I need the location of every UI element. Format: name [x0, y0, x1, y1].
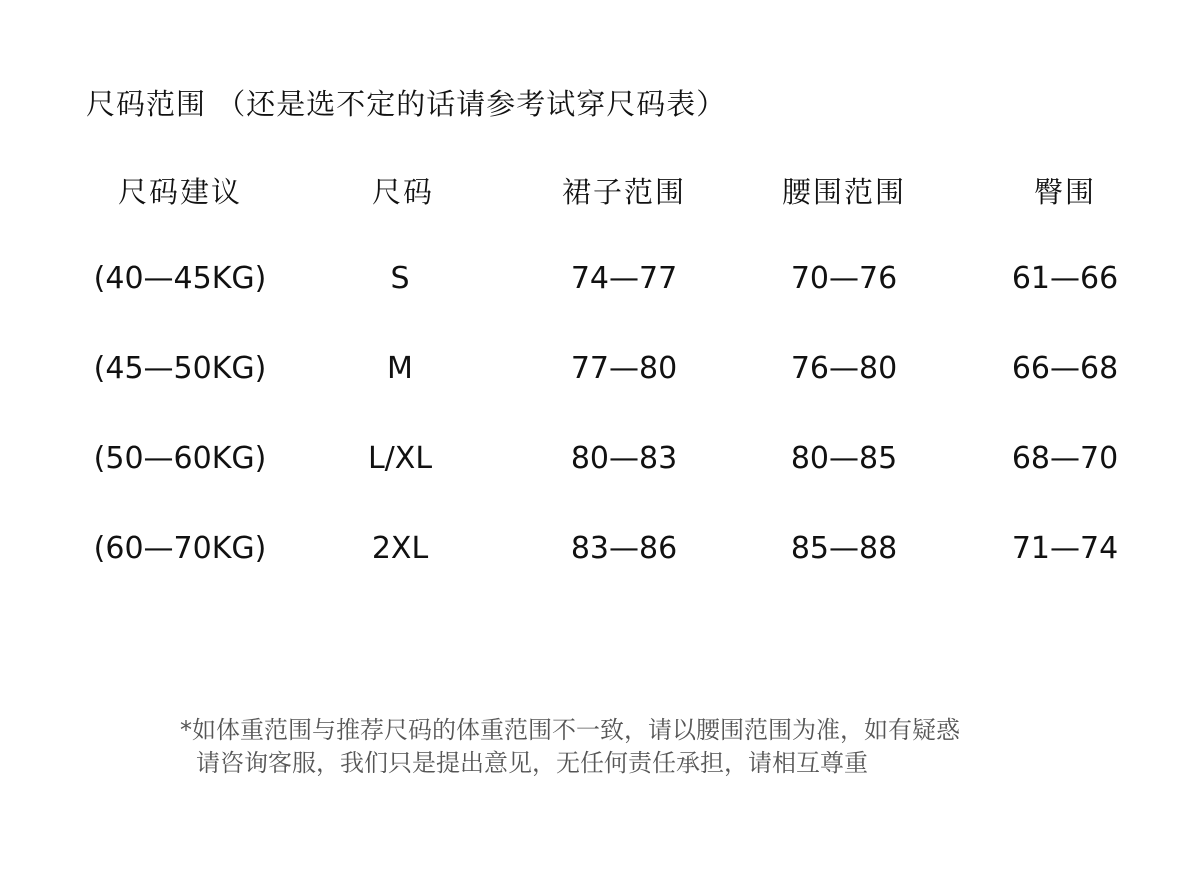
header-size-suggestion: 尺码建议	[117, 175, 243, 209]
table-cell-weight: (60—70KG)	[93, 531, 267, 566]
table-cell-size: L/XL	[367, 441, 433, 476]
table-cell-hip: 71—74	[1011, 531, 1119, 566]
table-cell-hip: 61—66	[1011, 261, 1119, 296]
table-cell-size: 2XL	[371, 531, 429, 566]
table-cell-weight: (50—60KG)	[93, 441, 267, 476]
page-title: 尺码范围 （还是选不定的话请参考试穿尺码表）	[86, 87, 727, 121]
table-cell-weight: (45—50KG)	[93, 351, 267, 386]
table-cell-hip: 66—68	[1011, 351, 1119, 386]
table-cell-size: S	[390, 261, 410, 296]
table-cell-weight: (40—45KG)	[93, 261, 267, 296]
table-cell-waist: 76—80	[790, 351, 898, 386]
table-cell-skirt: 77—80	[570, 351, 678, 386]
table-cell-waist: 70—76	[790, 261, 898, 296]
header-hip: 臀围	[1033, 175, 1097, 209]
table-cell-waist: 80—85	[790, 441, 898, 476]
table-cell-skirt: 74—77	[570, 261, 678, 296]
table-cell-skirt: 80—83	[570, 441, 678, 476]
table-cell-size: M	[387, 351, 413, 386]
table-cell-hip: 68—70	[1011, 441, 1119, 476]
disclaimer-line-1: *如体重范围与推荐尺码的体重范围不一致，请以腰围范围为准，如有疑惑	[180, 716, 960, 744]
disclaimer-note	[180, 714, 960, 780]
header-size: 尺码	[371, 175, 435, 209]
table-cell-skirt: 83—86	[570, 531, 678, 566]
table-cell-waist: 85—88	[790, 531, 898, 566]
header-skirt-range: 裙子范围	[561, 175, 687, 209]
header-waist-range: 腰围范围	[781, 175, 907, 209]
disclaimer-line-2: 请咨询客服，我们只是提出意见，无任何责任承担，请相互尊重	[196, 749, 868, 777]
